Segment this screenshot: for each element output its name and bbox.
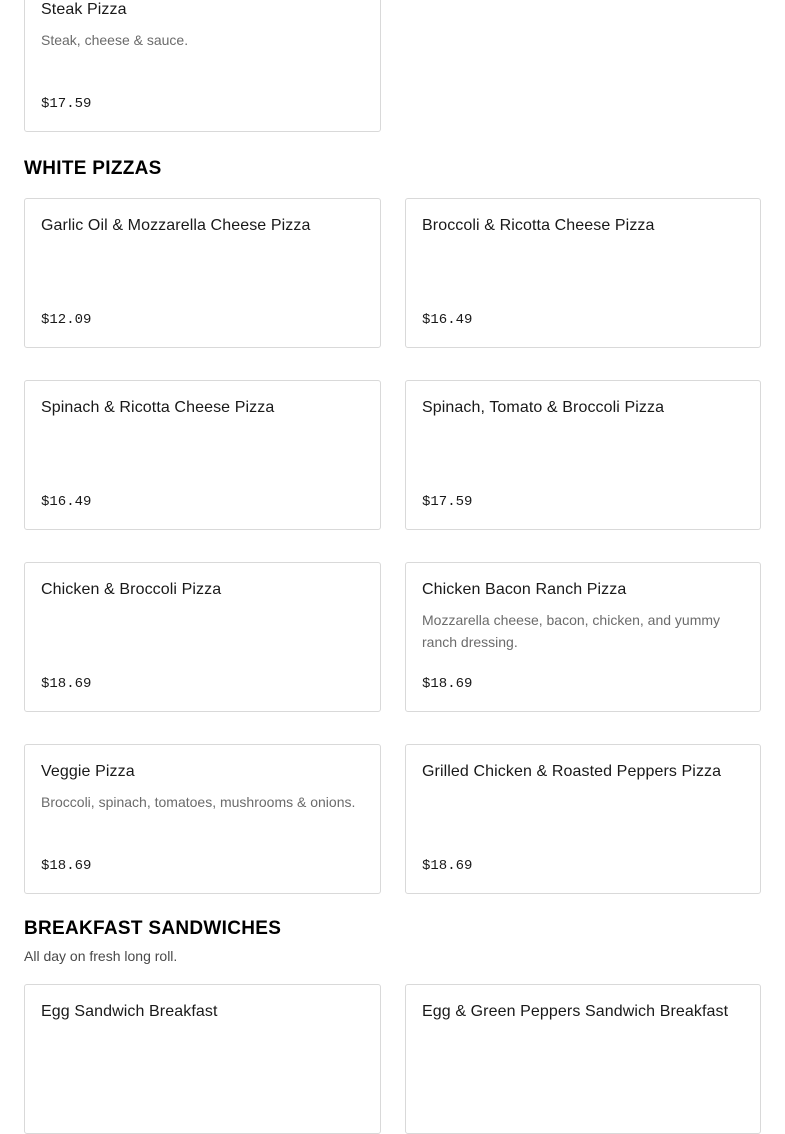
menu-item-price: $18.69 [41, 676, 92, 692]
menu-item-price: $18.69 [422, 676, 473, 692]
menu-item-name: Steak Pizza [41, 1, 127, 18]
menu-item-name: Grilled Chicken & Roasted Peppers Pizza [422, 763, 722, 780]
menu-item-description: Mozzarella cheese, bacon, chicken, and yummy ranch dressing. [422, 612, 721, 650]
menu-item-name: Chicken & Broccoli Pizza [41, 581, 222, 598]
menu-item-description: Steak, cheese & sauce. [41, 32, 189, 48]
menu-item-name: Veggie Pizza [41, 763, 135, 780]
menu-item-card[interactable] [24, 380, 381, 530]
menu-item-card[interactable] [405, 562, 761, 712]
menu-item-card[interactable] [24, 198, 381, 348]
menu-item-name: Egg Sandwich Breakfast [41, 1003, 218, 1020]
section-title-white-pizzas: WHITE PIZZAS [24, 158, 162, 179]
menu-item-price: $18.69 [422, 858, 473, 874]
menu-item-card[interactable] [24, 562, 381, 712]
menu-item-card[interactable] [405, 380, 761, 530]
section-subtitle: All day on fresh long roll. [24, 948, 178, 964]
menu-item-card[interactable] [24, 0, 381, 132]
menu-item-price: $17.59 [422, 494, 473, 510]
menu-item-name: Egg & Green Peppers Sandwich Breakfast [422, 1003, 729, 1020]
menu-item-price: $12.09 [41, 312, 92, 328]
menu-item-price: $17.59 [41, 96, 92, 112]
menu-item-card[interactable] [405, 984, 761, 1134]
menu-item-name: Broccoli & Ricotta Cheese Pizza [422, 217, 655, 234]
menu-item-name: Spinach & Ricotta Cheese Pizza [41, 399, 275, 416]
menu-item-name: Garlic Oil & Mozzarella Cheese Pizza [41, 217, 311, 234]
menu-item-card[interactable] [405, 744, 761, 894]
menu-item-card[interactable] [24, 984, 381, 1134]
menu-item-name: Chicken Bacon Ranch Pizza [422, 581, 627, 598]
menu-item-card[interactable] [405, 198, 761, 348]
menu-item-price: $16.49 [422, 312, 473, 328]
menu-item-card[interactable] [24, 744, 381, 894]
menu-item-price: $16.49 [41, 494, 92, 510]
menu-item-name: Spinach, Tomato & Broccoli Pizza [422, 399, 665, 416]
menu-item-description: Broccoli, spinach, tomatoes, mushrooms & onions. [41, 794, 356, 810]
section-title-breakfast-sandwiches: BREAKFAST SANDWICHES [24, 918, 282, 939]
menu-item-price: $18.69 [41, 858, 92, 874]
